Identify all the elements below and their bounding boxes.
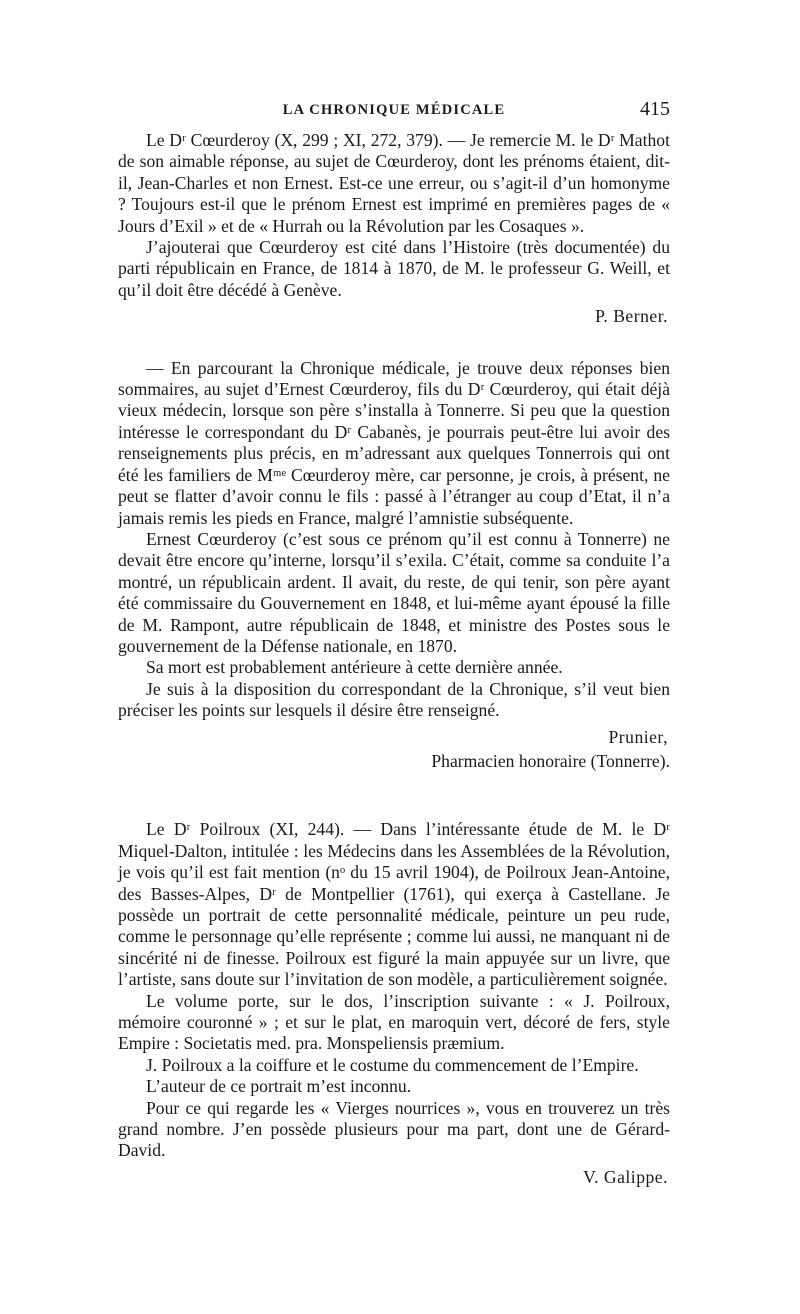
paragraph: Je suis à la disposition du correspondant de la Chronique, s’il veut bien préciser les points sur lesquels il désire être renseigné.: [118, 678, 670, 721]
signature-role: Pharmacien honoraire (Tonnerre).: [431, 750, 670, 771]
paragraph: Sa mort est probablement antérieure à cette dernière année.: [146, 657, 563, 678]
signature: V. Galippe.: [583, 1166, 668, 1187]
paragraph: Pour ce qui regarde les « Vierges nourrices », vous en trouverez un très grand nombre. J’en possède plusieurs pour ma part, dont une de Gérard-David.: [118, 1097, 670, 1161]
paragraph: Ernest Cœurderoy (c’est sous ce prénom qu’il est connu à Tonnerre) ne devait être encore qu’interne, lorsqu’il s’exila. C’était, comme sa conduite l’a montré, un républicain ardent. Il avait, du reste, de qui tenir, son père ayant été commissaire du Gouvernement en 1848, et lui-même ayant épousé la fille de M. Rampont, autre républicain de 1848, et ministre des Postes sous le gouvernement de la Défense nationale, en 1870.: [118, 528, 670, 656]
article-coeurderoy-prunier: [118, 358, 670, 773]
paragraph: Le volume porte, sur le dos, l’inscription suivante : « J. Poilroux, mémoire couronné » ; et sur le plat, en maroquin vert, décoré de fers, style Empire : Societatis med. pra. Monspeliensis præmium.: [118, 990, 670, 1054]
paragraph: J’ajouterai que Cœurderoy est cité dans l’Histoire (très documentée) du parti républicain en France, de 1814 à 1870, de M. le professeur G. Weill, et qu’il doit être décédé à Genève.: [118, 237, 670, 300]
article-poilroux-galippe: [118, 819, 670, 1188]
page-header: [118, 98, 670, 124]
document-page: [118, 98, 670, 1188]
signature: Prunier,: [608, 726, 668, 747]
section-gap: [118, 328, 670, 358]
article-coeurderoy-berner: [118, 130, 670, 328]
paragraph: L’auteur de ce portrait m’est inconnu.: [146, 1076, 412, 1097]
page-number: 415: [640, 98, 670, 120]
section-gap: [118, 772, 670, 819]
paragraph: J. Poilroux a la coiffure et le costume du commencement de l’Empire.: [146, 1054, 639, 1075]
paragraph: Le Dʳ Cœurderoy (X, 299 ; XI, 272, 379). — Je remercie M. le Dʳ Mathot de son aimable réponse, au sujet de Cœurderoy, dont les prénoms étaient, dit-il, Jean-Charles et non Ernest. Est-ce une erreur, ou s’agit-il d’un homonyme ? Toujours est-il que le prénom Ernest est imprimé en premières pages de « Jours d’Exil » et de « Hurrah ou la Révolution par les Cosaques ».: [118, 130, 670, 236]
paragraph: Le Dʳ Poilroux (XI, 244). — Dans l’intéressante étude de M. le Dʳ Miquel-Dalton, intitulée : les Médecins dans les Assemblées de la Révolution, je vois qu’il est fait mention (nᵒ du 15 avril 1904), de Poilroux Jean-Antoine, des Basses-Alpes, Dʳ de Montpellier (1761), qui exerça à Castellane. Je possède un portrait de cette personnalité médicale, peinture un peu rude, comme le personnage qu’elle représente ; comme lui aussi, ne manquant ni de sincérité ni de finesse. Poilroux est figuré la main appuyée sur un livre, que l’artiste, sans doute sur l’invitation de son modèle, a particulièrement soignée.: [118, 819, 670, 990]
paragraph: — En parcourant la Chronique médicale, je trouve deux réponses bien sommaires, au sujet d’Ernest Cœurderoy, fils du Dʳ Cœurderoy, qui était déjà vieux médecin, lorsque son père s’installa à Tonnerre. Si peu que la question intéresse le correspondant du Dʳ Cabanès, je pourrais peut-être lui avoir des renseignements plus précis, en m’adressant aux quelques Tonnerrois qui ont été les familiers de Mᵐᵉ Cœurderoy mère, car personne, je crois, à présent, ne peut se flatter d’avoir connu le fils : passé à l’étranger au coup d’Etat, il n’a jamais remis les pieds en France, malgré l’amnistie subséquente.: [118, 357, 670, 528]
running-title: LA CHRONIQUE MÉDICALE: [282, 102, 506, 118]
signature: P. Berner.: [595, 306, 668, 327]
